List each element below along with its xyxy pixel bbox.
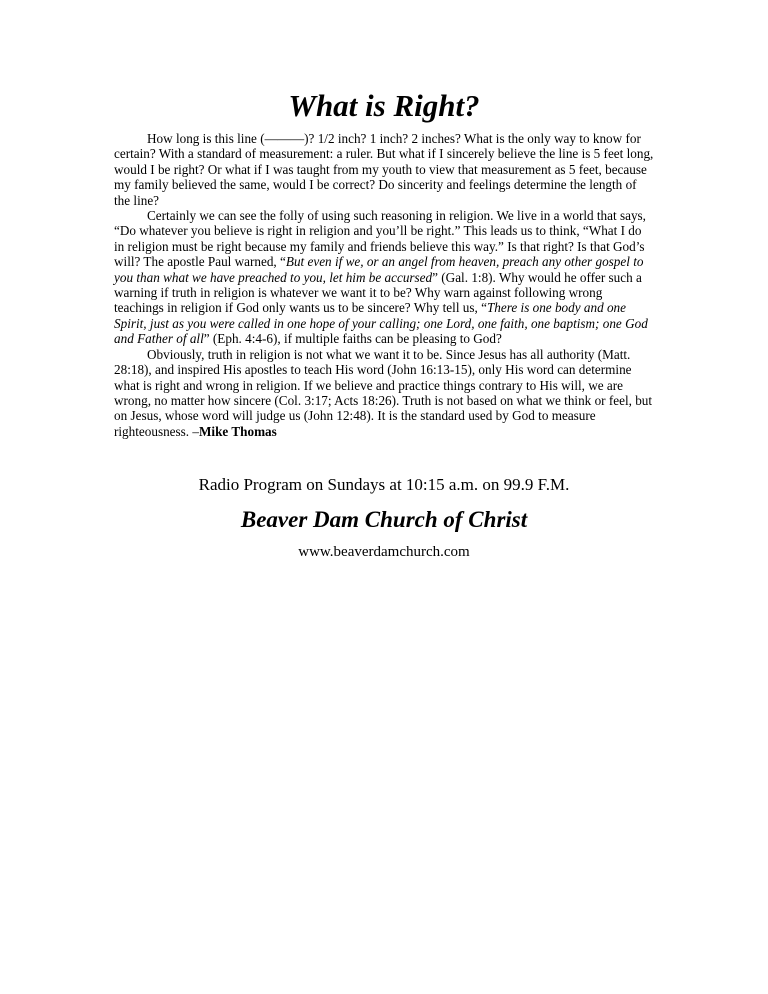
scripture-quote: There is one body and one Spirit, just as you were called in one hope of your calling; one Lord, one faith, one baptism; one God and Father of all xyxy=(114,300,648,347)
church-website: www.beaverdamchurch.com xyxy=(298,544,470,561)
text-run: How long is this line (———)? 1/2 inch? 1 inch? 2 inches? What is the only way to know for certain? With a standard of measurement: a ruler. But what if I sincerely believe the line is 5 feet long, would I be right? Or what if I was taught from my youth to view that measurement as 5 feet, because my family believed the same, would I be correct? Do sincerity and feelings determine the length of the line? xyxy=(114,131,654,208)
text-run: Certainly we can see the folly of using such reasoning in religion. We live in a world that says, “Do whatever you believe is right in religion and you’ll be right.” This leads us to think, “What I do in religion must be right because my family and friends believe this way.” Is that right? Is that God’s will? The apostle Paul warned, “ xyxy=(114,208,646,270)
document-page xyxy=(114,88,654,561)
radio-program-notice: Radio Program on Sundays at 10:15 a.m. on 99.9 F.M. xyxy=(198,475,570,495)
author-name: Mike Thomas xyxy=(198,423,277,439)
church-name: Beaver Dam Church of Christ xyxy=(240,507,528,533)
text-run: Obviously, truth in religion is not what we want it to be. Since Jesus has all authority (Matt. 28:18), and inspired His apostles to teach His word (John 16:13-15), only His word can determine what is right and wrong in religion. If we believe and practice things contrary to His will, we are wrong, no matter how sincere (Col. 3:17; Acts 18:26). Truth is not based on what we think or feel, but on Jesus, whose word will judge us (John 12:48). It is the standard used by God to measure righteousness. – xyxy=(114,346,653,439)
scripture-quote: But even if we, or an angel from heaven, preach any other gospel to you than what we have preached to you, let him be accursed xyxy=(114,254,644,285)
paragraph-2 xyxy=(114,208,654,347)
paragraph-1 xyxy=(114,131,654,208)
article-body xyxy=(114,131,654,439)
article-title: What is Right? xyxy=(288,88,480,123)
text-run: ” (Gal. 1:8). Why would he offer such a warning if truth in religion is whatever we want it to be? Why warn against following wrong teachings in religion if God only wants us to be sincere? Why tell us, “ xyxy=(114,269,642,316)
paragraph-3 xyxy=(114,347,654,439)
text-run: ” (Eph. 4:4-6), if multiple faiths can be pleasing to God? xyxy=(203,331,502,347)
